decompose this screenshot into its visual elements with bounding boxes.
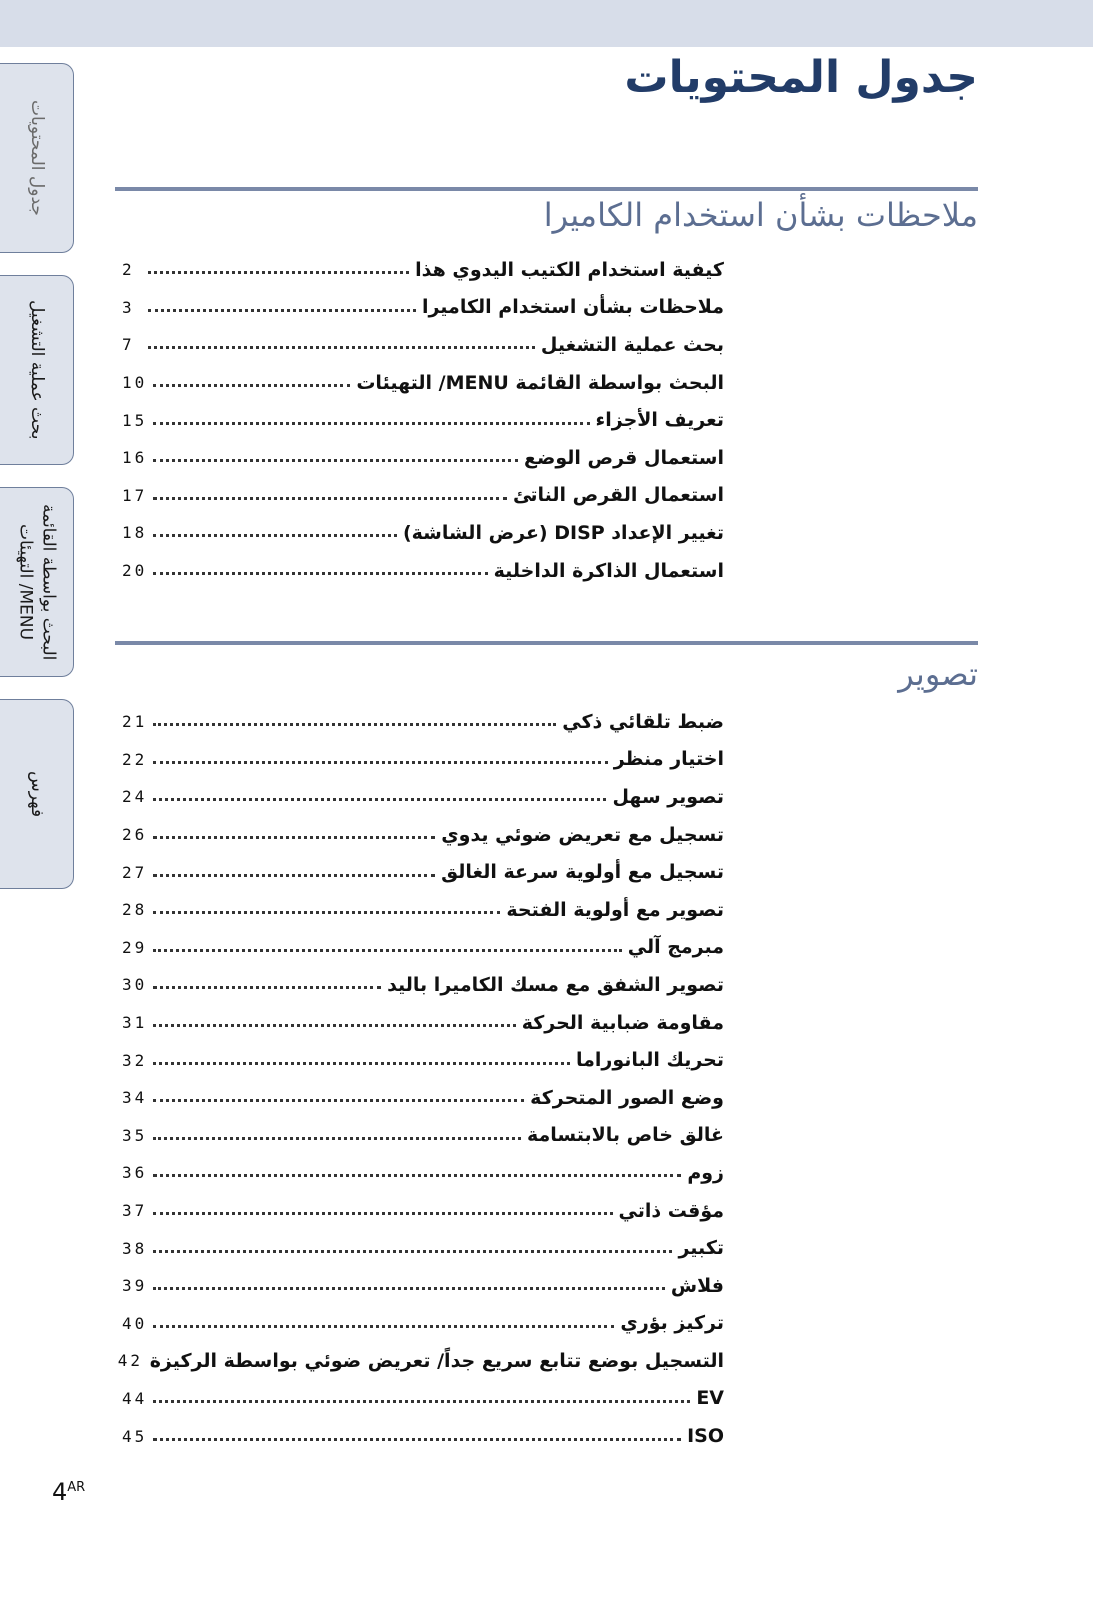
toc-entry-label: غالق خاص بالابتسامة — [526, 1124, 724, 1147]
toc-leader-dots — [153, 422, 589, 425]
toc-entry[interactable] — [122, 1267, 724, 1305]
toc-leader-dots — [153, 1062, 570, 1065]
toc-entry[interactable] — [122, 552, 724, 590]
section-divider — [115, 187, 978, 191]
toc-entry[interactable] — [122, 1229, 724, 1267]
toc-entry[interactable] — [122, 1041, 724, 1079]
toc-entry[interactable] — [122, 477, 724, 515]
toc-entry[interactable] — [122, 1004, 724, 1042]
toc-entry-page: 26 — [122, 825, 148, 845]
toc-entry-label: تعريف الأجزاء — [595, 409, 724, 432]
side-tab-contents-label: جدول المحتويات — [26, 100, 47, 216]
toc-entry-page: 2 — [122, 260, 135, 280]
toc-entry-page: 24 — [122, 787, 148, 807]
toc-entry-page: 45 — [122, 1426, 148, 1446]
toc-entry-page: 3 — [122, 297, 135, 317]
toc-entry-page: 22 — [122, 749, 148, 769]
toc-entry-label: البحث بواسطة القائمة MENU/ التهيئات — [356, 371, 724, 394]
top-header-band — [0, 0, 1093, 47]
toc-entry[interactable] — [122, 401, 724, 439]
toc-entry-label: ملاحظات بشأن استخدام الكاميرا — [421, 296, 724, 319]
toc-entry-page: 35 — [122, 1125, 148, 1145]
toc-entry-page: 29 — [122, 937, 148, 957]
toc-entry-page: 32 — [122, 1050, 148, 1070]
toc-entry-label: فلاش — [670, 1274, 724, 1297]
toc-entry-label: وضع الصور المتحركة — [530, 1086, 724, 1109]
toc-entry-page: 30 — [122, 975, 148, 995]
toc-leader-dots — [148, 309, 416, 312]
side-tab-menu-settings[interactable] — [0, 487, 74, 677]
toc-entry-label: تصوير سهل — [612, 785, 724, 808]
toc-entry-page: 20 — [122, 561, 148, 581]
toc-leader-dots — [153, 911, 500, 914]
toc-entry-label: تصوير مع أولوية الفتحة — [506, 898, 724, 921]
toc-entry[interactable] — [122, 778, 724, 816]
toc-leader-dots — [153, 761, 607, 764]
toc-entry-label: استعمال القرص الناتئ — [512, 484, 724, 507]
toc-entry-page: 38 — [122, 1238, 148, 1258]
toc-leader-dots — [153, 534, 397, 537]
toc-entry-label: مقاومة ضبابية الحركة — [521, 1011, 724, 1034]
toc-leader-dots — [153, 1099, 524, 1102]
toc-entry-label: تغيير الإعداد DISP (عرض الشاشة) — [402, 521, 724, 544]
toc-entry-label: تحريك البانوراما — [575, 1049, 724, 1072]
toc-entry[interactable] — [122, 966, 724, 1004]
toc-leader-dots — [153, 798, 606, 801]
toc-entry[interactable] — [122, 289, 724, 327]
toc-entry-page: 39 — [122, 1276, 148, 1296]
toc-leader-dots — [153, 1250, 672, 1253]
toc-entry-page: 7 — [122, 335, 135, 355]
toc-entry-label: ISO — [687, 1425, 724, 1448]
toc-entry[interactable] — [122, 1154, 724, 1192]
toc-entry[interactable] — [122, 251, 724, 289]
toc-leader-dots — [148, 346, 535, 349]
toc-entry-page: 42 — [117, 1351, 143, 1371]
toc-entry-label: تكبير — [678, 1237, 724, 1260]
toc-entry[interactable] — [122, 439, 724, 477]
toc-leader-dots — [153, 1287, 665, 1290]
toc-entry-page: 36 — [122, 1163, 148, 1183]
toc-entry-page: 44 — [122, 1388, 148, 1408]
toc-entry[interactable] — [122, 741, 724, 779]
toc-entry-label: تسجيل مع تعريض ضوئي يدوي — [441, 823, 724, 846]
toc-leader-dots — [153, 572, 487, 575]
toc-entry-label: تصوير الشفق مع مسك الكاميرا باليد — [387, 973, 724, 996]
toc-list-shooting — [117, 703, 724, 1455]
side-tab-operation-search-label: بحث عملية التشغيل — [26, 300, 47, 440]
toc-entry-label: ضبط تلقائي ذكي — [562, 710, 724, 733]
section-divider — [115, 641, 978, 645]
toc-entry-page: 27 — [122, 862, 148, 882]
toc-leader-dots — [153, 986, 381, 989]
toc-entry[interactable] — [122, 514, 724, 552]
page-suffix: AR — [67, 1480, 86, 1495]
toc-entry-page: 31 — [122, 1013, 148, 1033]
toc-entry-label: تسجيل مع أولوية سرعة الغالق — [441, 861, 724, 884]
toc-entry[interactable] — [122, 1305, 724, 1343]
side-tab-menu-settings-label: البحث بواسطة القائمة MENU/ التهيئات — [15, 503, 59, 661]
toc-entry[interactable] — [122, 853, 724, 891]
side-tab-contents[interactable] — [0, 63, 74, 253]
toc-leader-dots — [153, 1137, 521, 1140]
toc-leader-dots — [153, 1325, 614, 1328]
page-number: 4 — [52, 1478, 68, 1506]
footer-page-number — [52, 1478, 85, 1506]
toc-entry-page: 17 — [122, 485, 148, 505]
toc-entry-label: بحث عملية التشغيل — [540, 333, 724, 356]
toc-entry-page: 28 — [122, 900, 148, 920]
toc-entry[interactable] — [122, 1117, 724, 1155]
toc-leader-dots — [153, 874, 435, 877]
toc-leader-dots — [153, 723, 556, 726]
toc-leader-dots — [148, 271, 409, 274]
toc-entry-page: 34 — [122, 1088, 148, 1108]
toc-entry[interactable] — [122, 1192, 724, 1230]
toc-leader-dots — [153, 1024, 515, 1027]
toc-entry[interactable] — [122, 816, 724, 854]
side-tab-index[interactable] — [0, 699, 74, 889]
toc-entry[interactable] — [122, 1380, 724, 1418]
toc-entry[interactable] — [117, 1342, 724, 1380]
toc-entry-label: كيفية استخدام الكتيب اليدوي هذا — [415, 258, 724, 281]
toc-entry-label: استعمال الذاكرة الداخلية — [493, 559, 724, 582]
toc-entry[interactable] — [122, 1079, 724, 1117]
toc-entry-label: التسجيل بوضع تتابع سريع جداً/ تعريض ضوئي بواسطة الركيزة — [149, 1349, 724, 1372]
side-tab-index-label: فهرس — [26, 770, 47, 818]
toc-entry-page: 40 — [122, 1313, 148, 1333]
toc-leader-dots — [153, 949, 621, 952]
toc-entry[interactable] — [122, 703, 724, 741]
toc-entry-label: استعمال قرص الوضع — [524, 446, 724, 469]
section-title-notes: ملاحظات بشأن استخدام الكاميرا — [543, 196, 978, 234]
side-tab-operation-search[interactable] — [0, 275, 74, 465]
toc-entry-page: 37 — [122, 1201, 148, 1221]
toc-entry[interactable] — [122, 364, 724, 402]
toc-leader-dots — [153, 1400, 690, 1403]
toc-leader-dots — [153, 1174, 681, 1177]
toc-entry[interactable] — [122, 1417, 724, 1455]
toc-leader-dots — [153, 459, 518, 462]
toc-list-notes — [122, 251, 724, 589]
toc-leader-dots — [153, 836, 435, 839]
toc-entry[interactable] — [122, 326, 724, 364]
toc-entry-page: 18 — [122, 523, 148, 543]
toc-entry-label: مؤقت ذاتي — [618, 1199, 724, 1222]
toc-entry-page: 16 — [122, 448, 148, 468]
toc-entry-label: مبرمج آلي — [627, 936, 724, 959]
toc-leader-dots — [153, 1438, 681, 1441]
section-title-shooting: تصوير — [898, 655, 978, 693]
toc-entry[interactable] — [122, 891, 724, 929]
toc-entry-label: تركيز بؤري — [620, 1312, 724, 1335]
toc-entry-label: EV — [696, 1387, 724, 1410]
page-title: جدول المحتويات — [624, 52, 978, 103]
toc-leader-dots — [153, 497, 507, 500]
toc-entry-page: 15 — [122, 410, 148, 430]
toc-leader-dots — [153, 1212, 612, 1215]
toc-entry-page: 21 — [122, 712, 148, 732]
toc-leader-dots — [153, 384, 350, 387]
toc-entry-label: اختيار منظر — [613, 748, 724, 771]
toc-entry[interactable] — [122, 929, 724, 967]
toc-entry-page: 10 — [122, 373, 148, 393]
toc-entry-label: زوم — [687, 1161, 724, 1184]
